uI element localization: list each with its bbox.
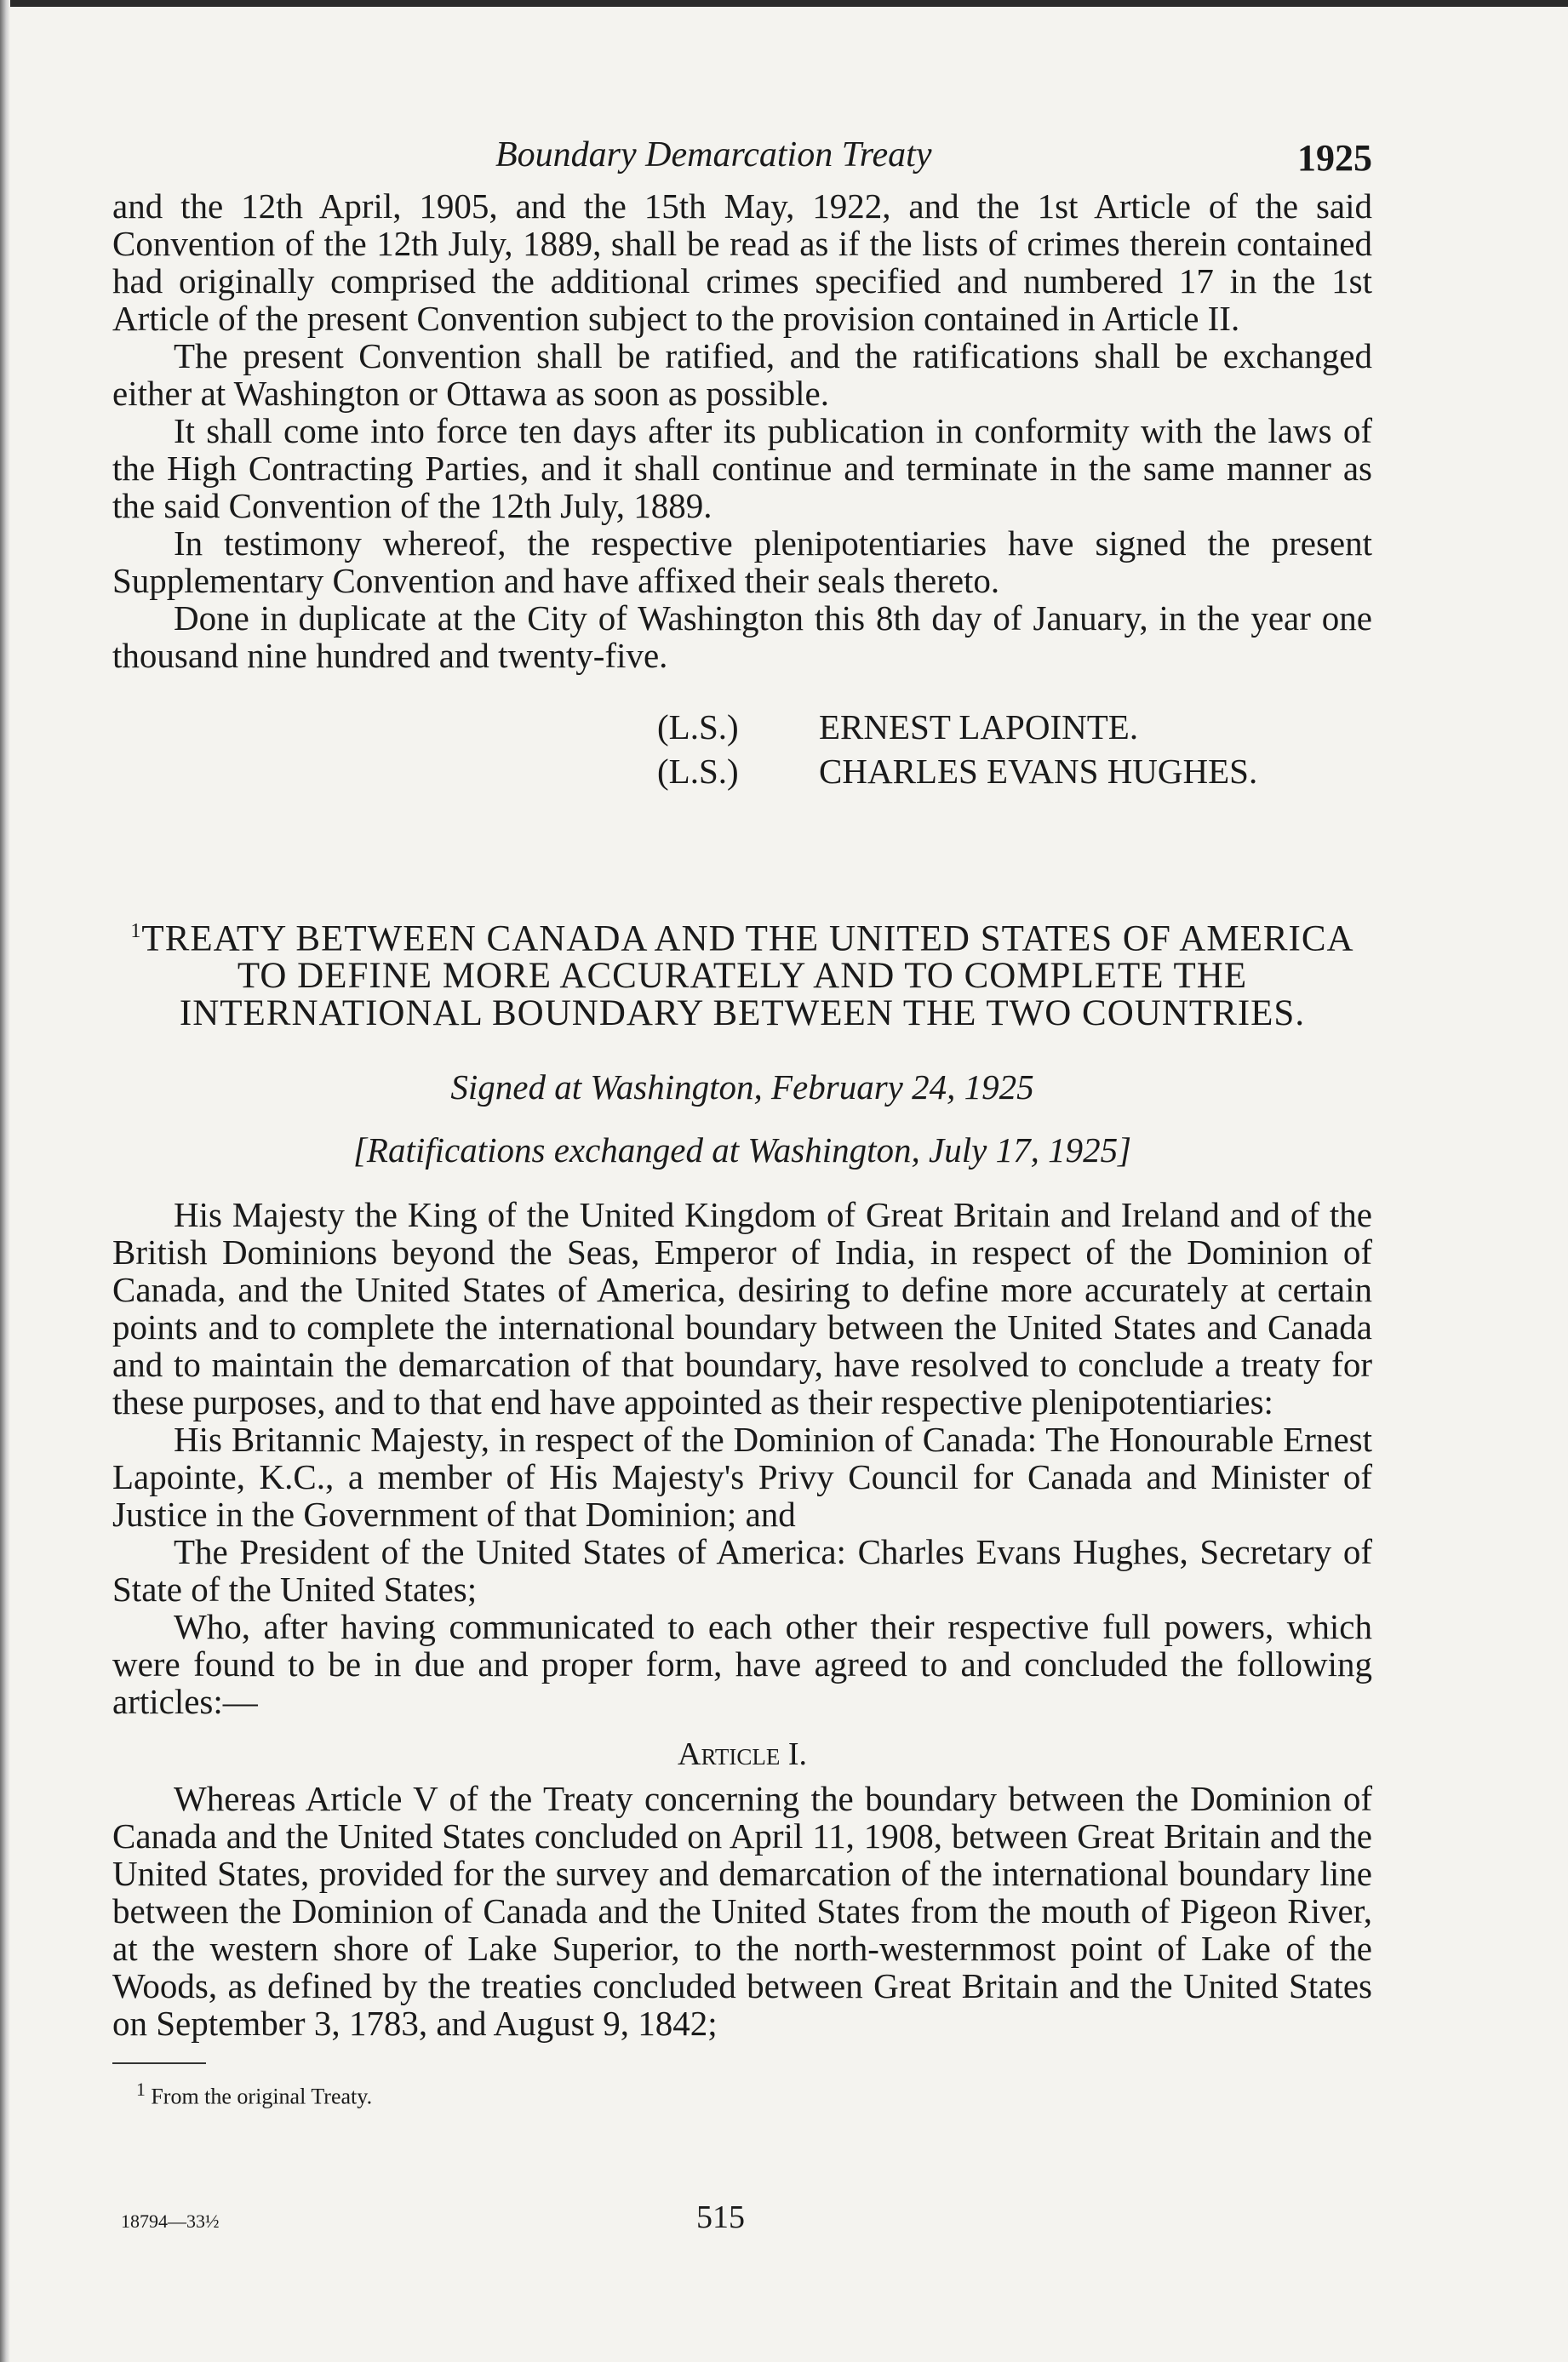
paragraph-continuation: and the 12th April, 1905, and the 15th May, 1922, and the 1st Article of the said Convention of the 12th July, 1889, shall be read as if the lists of crimes therein contained had originally comprised the additional crimes specified and numbered 17 in the 1st Article of the present Convention subject to the provision contained in Article II. [112,186,1372,338]
signatory-name: ERNEST LAPOINTE. [819,707,1139,746]
paragraph-ratification: The present Convention shall be ratified, and the ratifications shall be exchanged either at Washington or Ottawa as soon as possible. [112,336,1372,413]
seal-mark: (L.S.) [657,752,739,791]
article-heading: Article I. [678,1736,807,1773]
signatory-name: CHARLES EVANS HUGHES. [819,752,1258,791]
treaty-title [112,912,1372,1032]
document-page [112,128,1372,2110]
seal-mark: (L.S.) [657,707,739,746]
paragraph-testimony: In testimony whereof, the respective plenipotentiaries have signed the present Supplementary Convention and have affixed their seals thereto. [112,523,1372,600]
page-number: 515 [696,2199,745,2235]
paragraph-article-one: Whereas Article V of the Treaty concerning the boundary between the Dominion of Canada and the United States concluded on April 11, 1908, between Great Britain and the United States, provided for the survey and demarcation of the international boundary line between the Dominion of Canada and the United States from the mouth of Pigeon River, at the western shore of Lake Superior, to the north-westernmost point of Lake of the Woods, as defined by the treaties concluded between Great Britain and the United States on September 3, 1783, and August 9, 1842; [112,1779,1372,2044]
signature-row [657,705,1372,749]
paragraph-preamble: His Majesty the King of the United Kingdom of Great Britain and Ireland and of the British Dominions beyond the Seas, Emperor of India, in respect of the Dominion of Canada, and the United States of America, desiring to define more accurately at certain points and to complete the international boundary between the United States and Canada and to maintain the demarcation of that boundary, have resolved to conclude a treaty for these purposes, and to that end have appointed as their respective plenipotentiaries: [112,1195,1372,1422]
footnote-marker: 1 [136,2079,146,2101]
running-head [112,128,1372,187]
treaty-title-text: TREATY BETWEEN CANADA AND THE UNITED STATES OF AMERICA TO DEFINE MORE ACCURATELY AND TO COMPLETE THE INTERNATIONAL BOUNDARY BETWEEN THE TWO COUNTRIES. [141,918,1354,1034]
running-head-year: 1925 [1297,137,1372,179]
top-border-rule [0,0,1568,7]
paragraph-done: Done in duplicate at the City of Washington this 8th day of January, in the year one thousand nine hundred and twenty-five. [112,598,1372,675]
ratifications-line: [Ratifications exchanged at Washington, July 17, 1925] [352,1130,1132,1170]
paragraph-full-powers: Who, after having communicated to each other their respective full powers, which were found to be in due and proper form, have agreed to and concluded the following articles:— [112,1607,1372,1722]
footnote [136,2079,1372,2110]
footnote-rule [112,2062,206,2064]
footnote-text: From the original Treaty. [151,2084,373,2109]
paragraph-us-plenipotentiary: The President of the United States of America: Charles Evans Hughes, Secretary of State of the United States; [112,1532,1372,1610]
footnote-marker: 1 [130,920,142,942]
running-head-title: Boundary Demarcation Treaty [495,135,932,174]
signature-block [657,705,1372,793]
page-edge-shadow [0,0,10,2362]
paragraph-britannic-plenipotentiary: His Britannic Majesty, in respect of the Dominion of Canada: The Honourable Ernest Lapointe, K.C., a member of His Majesty's Privy Council for Canada and Minister of Justice in the Government of that Dominion; and [112,1420,1372,1535]
printer-code: 18794—33½ [121,2210,220,2232]
signed-line: Signed at Washington, February 24, 1925 [450,1067,1034,1107]
signature-row [657,749,1372,793]
paragraph-force: It shall come into force ten days after its publication in conformity with the laws of the High Contracting Parties, and it shall continue and terminate in the same manner as the said Convention of the 12th July, 1889. [112,411,1372,525]
